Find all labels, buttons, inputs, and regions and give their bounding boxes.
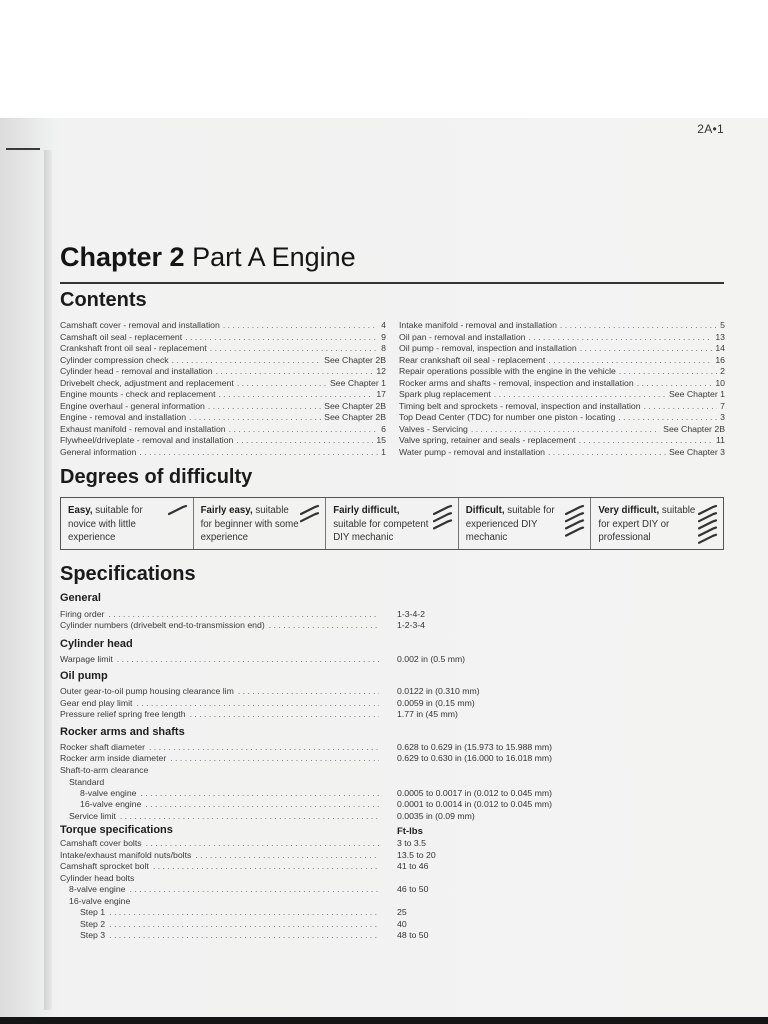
contents-entry-title: Oil pump - removal, inspection and installation xyxy=(399,343,577,353)
contents-entry-page: 7 xyxy=(720,400,725,411)
five-wrench-icon xyxy=(698,504,718,544)
contents-entry xyxy=(60,424,386,436)
difficulty-level-desc: suitable for expert DIY or professional xyxy=(598,505,696,543)
contents-entry-page: See Chapter 1 xyxy=(668,389,725,399)
difficulty-description xyxy=(333,504,433,545)
spec-label: 8-valve engine xyxy=(69,884,126,894)
spec-row xyxy=(69,884,383,895)
spec-label: Standard xyxy=(69,777,105,787)
difficulty-heading: Degrees of difficulty xyxy=(60,466,253,488)
spec-label: Camshaft sprocket bolt xyxy=(60,861,149,871)
spec-value: 1-3-4-2 xyxy=(397,609,426,619)
contents-entry-page: 12 xyxy=(376,366,386,376)
contents-entry xyxy=(399,378,725,390)
contents-entry xyxy=(399,332,725,344)
wrench-glyph xyxy=(434,520,451,528)
spec-row xyxy=(60,753,383,764)
contents-entry-page: 10 xyxy=(715,377,725,388)
contents-entry-page: See Chapter 2B xyxy=(324,412,386,422)
wrench-glyph xyxy=(699,506,716,514)
difficulty-level-name: Easy, xyxy=(68,505,93,516)
three-wrench-icon xyxy=(433,504,453,544)
contents-entry xyxy=(60,389,386,401)
spec-row xyxy=(80,919,383,930)
contents-entry xyxy=(60,355,386,367)
difficulty-level xyxy=(193,498,326,549)
spec-value: 0.0001 to 0.0014 in (0.012 to 0.045 mm) xyxy=(397,799,553,809)
spec-group-title: Oil pump xyxy=(60,670,108,682)
wrench-glyph xyxy=(301,506,318,514)
difficulty-level-name: Difficult, xyxy=(465,505,505,516)
contents-entry xyxy=(399,355,725,367)
spec-label: Cylinder numbers (drivebelt end-to-transmission end) xyxy=(60,620,265,630)
wrench-glyph xyxy=(169,506,186,514)
spec-row xyxy=(60,850,383,861)
spec-row xyxy=(80,799,383,810)
spec-label: Step 3 xyxy=(80,930,106,940)
wrench-glyph xyxy=(566,513,583,521)
difficulty-level-desc: suitable for competent DIY mechanic xyxy=(333,518,429,543)
dot-leader xyxy=(108,609,379,620)
contents-entry-page: 15 xyxy=(376,435,386,445)
four-wrench-icon xyxy=(565,504,585,544)
spec-value: 0.629 to 0.630 in (16.000 to 16.018 mm) xyxy=(397,753,553,763)
difficulty-level xyxy=(325,498,458,549)
contents-entry-page: 14 xyxy=(715,343,725,353)
contents-entry xyxy=(399,389,725,401)
contents-entry xyxy=(60,401,386,413)
chapter-title xyxy=(60,242,356,273)
difficulty-level-name: Fairly easy, xyxy=(200,505,253,516)
contents-entry-page: 4 xyxy=(381,320,386,330)
spec-value: 0.002 in (0.5 mm) xyxy=(397,654,466,664)
spec-label: Pressure relief spring free length xyxy=(60,709,186,719)
wrench-glyph xyxy=(434,513,451,521)
contents-entry-title: General information xyxy=(60,446,137,457)
contents-entry xyxy=(60,412,386,424)
dot-leader xyxy=(153,861,379,872)
dot-leader xyxy=(109,930,379,941)
spec-label: 16-valve engine xyxy=(80,799,142,809)
contents-entry-page: 16 xyxy=(715,354,725,365)
contents-entry-title: Flywheel/driveplate - removal and installation xyxy=(60,435,234,445)
wrench-glyph xyxy=(434,506,451,514)
difficulty-level-name: Fairly difficult, xyxy=(333,505,400,516)
spec-row xyxy=(60,742,383,753)
contents-entry-title: Oil pan - removal and installation xyxy=(399,331,526,342)
dot-leader xyxy=(189,412,321,424)
dot-leader xyxy=(130,884,379,895)
wrench-glyph xyxy=(699,513,716,521)
spec-row xyxy=(69,811,383,822)
contents-entry-title: Valve spring, retainer and seals - replacement xyxy=(399,435,576,445)
contents-entry xyxy=(60,447,386,459)
difficulty-level-desc: suitable for novice with little experience xyxy=(68,505,143,543)
contents-entry xyxy=(60,435,386,447)
contents-entry-page: See Chapter 1 xyxy=(329,377,386,388)
wrench-glyph xyxy=(566,528,583,536)
dot-leader xyxy=(145,799,379,810)
bottom-bar xyxy=(0,1017,768,1024)
spec-label: Service limit xyxy=(69,811,116,821)
difficulty-level xyxy=(590,498,723,549)
spec-group-title: Rocker arms and shafts xyxy=(60,726,185,738)
dot-leader xyxy=(109,907,379,918)
spec-label: Outer gear-to-oil pump housing clearance lim xyxy=(60,686,234,696)
contents-entry-page: See Chapter 2B xyxy=(324,400,386,411)
contents-entry-page: See Chapter 3 xyxy=(668,446,725,457)
difficulty-level xyxy=(61,498,193,549)
spec-value: 0.0005 to 0.0017 in (0.012 to 0.045 mm) xyxy=(397,788,553,798)
spec-value: 13.5 to 20 xyxy=(397,850,436,860)
spec-row xyxy=(60,861,383,872)
contents-right-column xyxy=(399,320,725,458)
dot-leader xyxy=(146,838,379,849)
contents-entry-title: Camshaft cover - removal and installation xyxy=(60,320,220,330)
dot-leader xyxy=(195,850,379,861)
spec-row xyxy=(60,686,383,697)
spec-value: 0.0122 in (0.310 mm) xyxy=(397,686,480,696)
spec-value: 46 to 50 xyxy=(397,884,429,894)
spec-row xyxy=(80,907,383,918)
contents-entry-title: Engine - removal and installation xyxy=(60,412,187,422)
spec-row xyxy=(60,609,383,620)
spec-group-title: Torque specifications xyxy=(60,824,173,836)
spec-row xyxy=(60,709,383,720)
contents-entry-page: See Chapter 2B xyxy=(324,354,386,365)
contents-entry-page: 2 xyxy=(720,366,725,376)
contents-entry-title: Engine overhaul - general information xyxy=(60,400,205,411)
spec-row xyxy=(69,896,130,907)
wrench-glyph xyxy=(566,520,583,528)
dot-leader xyxy=(216,366,374,378)
spec-label: Step 1 xyxy=(80,907,106,917)
spec-row xyxy=(69,777,104,788)
contents-entry-page: See Chapter 2B xyxy=(663,423,725,434)
chapter-number: Chapter 2 xyxy=(60,242,185,272)
contents-entry-title: Engine mounts - check and replacement xyxy=(60,389,216,399)
wrench-glyph xyxy=(699,535,716,543)
dot-leader xyxy=(238,686,379,697)
dot-leader xyxy=(548,355,712,367)
difficulty-scale xyxy=(60,497,724,550)
two-wrench-icon xyxy=(300,504,320,544)
spec-label: Gear end play limit xyxy=(60,698,133,708)
contents-entry xyxy=(60,378,386,390)
wrench-glyph xyxy=(301,513,318,521)
contents-entry xyxy=(399,320,725,332)
dot-leader xyxy=(637,378,713,390)
contents-entry-title: Repair operations possible with the engine in the vehicle xyxy=(399,366,616,376)
dot-leader xyxy=(269,620,379,631)
spec-value: 1.77 in (45 mm) xyxy=(397,709,458,719)
difficulty-level-desc: suitable for experienced DIY mechanic xyxy=(465,505,555,543)
contents-entry-page: 5 xyxy=(720,320,725,330)
contents-entry xyxy=(60,343,386,355)
binding-edge xyxy=(44,150,52,1010)
wrench-glyph xyxy=(699,528,716,536)
contents-entry-page: 17 xyxy=(376,389,386,399)
dot-leader xyxy=(136,698,379,709)
contents-entry-title: Crankshaft front oil seal - replacement xyxy=(60,343,207,353)
spec-row xyxy=(60,765,148,776)
spec-value: 41 to 46 xyxy=(397,861,429,871)
contents-entry-title: Drivebelt check, adjustment and replacement xyxy=(60,377,234,388)
dot-leader xyxy=(172,355,322,367)
contents-entry xyxy=(399,447,725,459)
dot-leader xyxy=(109,919,379,930)
dot-leader xyxy=(120,811,379,822)
contents-entry xyxy=(399,401,725,413)
specifications-heading: Specifications xyxy=(60,563,196,585)
contents-entry-title: Exhaust manifold - removal and installation xyxy=(60,423,226,434)
wrench-glyph xyxy=(699,520,716,528)
spec-group-title: Cylinder head xyxy=(60,638,133,650)
dot-leader xyxy=(208,401,321,413)
contents-entry xyxy=(399,366,725,378)
dot-leader xyxy=(117,654,379,665)
dot-leader xyxy=(580,343,713,355)
dot-leader xyxy=(210,343,378,355)
contents-entry-title: Timing belt and sprockets - removal, inspection and installation xyxy=(399,400,641,411)
contents-entry-page: 8 xyxy=(381,343,386,353)
contents-entry xyxy=(60,320,386,332)
dot-leader xyxy=(494,389,666,401)
contents-entry-page: 9 xyxy=(381,331,386,342)
contents-entry-page: 11 xyxy=(715,435,725,445)
difficulty-level-name: Very difficult, xyxy=(598,505,660,516)
dot-leader xyxy=(471,424,660,436)
spec-value: 25 xyxy=(397,907,407,917)
contents-entry xyxy=(60,332,386,344)
spec-label: Camshaft cover bolts xyxy=(60,838,142,848)
spec-value: 0.0059 in (0.15 mm) xyxy=(397,698,475,708)
spec-group-title: General xyxy=(60,592,101,604)
contents-entry-page: 3 xyxy=(720,412,725,422)
dot-leader xyxy=(141,788,379,799)
spec-value: 3 to 3.5 xyxy=(397,838,426,848)
difficulty-description xyxy=(598,504,698,545)
spec-row xyxy=(80,788,383,799)
dot-leader xyxy=(139,447,378,459)
spec-label: Rocker arm inside diameter xyxy=(60,753,167,763)
contents-entry-title: Camshaft oil seal - replacement xyxy=(60,331,183,342)
spec-label: Firing order xyxy=(60,609,105,619)
contents-entry-title: Cylinder compression check xyxy=(60,354,169,365)
contents-heading: Contents xyxy=(60,289,147,311)
spec-row xyxy=(80,930,383,941)
contents-entry xyxy=(399,424,725,436)
dot-leader xyxy=(190,709,379,720)
spec-value: 40 xyxy=(397,919,407,929)
contents-entry xyxy=(399,412,725,424)
contents-entry xyxy=(399,343,725,355)
spec-unit-header: Ft-lbs xyxy=(397,826,423,837)
contents-entry-title: Cylinder head - removal and installation xyxy=(60,366,213,376)
spec-label: Step 2 xyxy=(80,919,106,929)
difficulty-level-desc: suitable for beginner with some experience xyxy=(200,505,299,543)
spec-label: Rocker shaft diameter xyxy=(60,742,145,752)
spec-label: 8-valve engine xyxy=(80,788,137,798)
dot-leader xyxy=(236,435,373,447)
page-number: 2A•1 xyxy=(697,122,724,136)
dot-leader xyxy=(223,320,378,332)
contents-entry-page: 6 xyxy=(381,423,386,434)
dot-leader xyxy=(644,401,718,413)
spec-value: 48 to 50 xyxy=(397,930,429,940)
dot-leader xyxy=(560,320,717,332)
dot-leader xyxy=(529,332,713,344)
contents-entry-page: 1 xyxy=(381,446,386,457)
contents-entry-page: 13 xyxy=(715,331,725,342)
spec-label: Shaft-to-arm clearance xyxy=(60,765,149,775)
contents-entry-title: Spark plug replacement xyxy=(399,389,491,399)
title-rule xyxy=(60,282,724,284)
spec-label: Cylinder head bolts xyxy=(60,873,135,883)
wrench-glyph xyxy=(566,506,583,514)
dot-leader xyxy=(170,753,379,764)
dot-leader xyxy=(548,447,666,459)
spec-label: 16-valve engine xyxy=(69,896,131,906)
contents-entry-title: Water pump - removal and installation xyxy=(399,446,545,457)
dot-leader xyxy=(185,332,378,344)
difficulty-description xyxy=(466,504,566,545)
contents-left-column xyxy=(60,320,386,458)
spec-row xyxy=(60,620,383,631)
dot-leader xyxy=(618,412,717,424)
spec-label: Warpage limit xyxy=(60,654,113,664)
dot-leader xyxy=(219,389,374,401)
spec-label: Intake/exhaust manifold nuts/bolts xyxy=(60,850,192,860)
dot-leader xyxy=(619,366,717,378)
spec-value: 1-2-3-4 xyxy=(397,620,426,630)
difficulty-description xyxy=(201,504,301,545)
dot-leader xyxy=(579,435,713,447)
difficulty-description xyxy=(68,504,168,545)
dot-leader xyxy=(237,378,327,390)
top-margin xyxy=(0,0,768,118)
corner-mark xyxy=(6,148,40,150)
spec-row xyxy=(60,698,383,709)
contents-entry-title: Rear crankshaft oil seal - replacement xyxy=(399,354,546,365)
dot-leader xyxy=(229,424,379,436)
dot-leader xyxy=(149,742,379,753)
spec-row xyxy=(60,838,383,849)
spec-row xyxy=(60,873,134,884)
contents-entry-title: Rocker arms and shafts - removal, inspection and installation xyxy=(399,377,634,388)
difficulty-level xyxy=(458,498,591,549)
spec-row xyxy=(60,654,383,665)
contents-entry xyxy=(399,435,725,447)
one-wrench-icon xyxy=(168,504,188,544)
contents-entry xyxy=(60,366,386,378)
spec-value: 0.628 to 0.629 in (15.973 to 15.988 mm) xyxy=(397,742,553,752)
contents-entry-title: Valves - Servicing xyxy=(399,423,468,434)
contents-entry-title: Top Dead Center (TDC) for number one piston - locating xyxy=(399,412,616,422)
contents-entry-title: Intake manifold - removal and installation xyxy=(399,320,557,330)
chapter-name: Part A Engine xyxy=(192,242,356,272)
spec-value: 0.0035 in (0.09 mm) xyxy=(397,811,475,821)
